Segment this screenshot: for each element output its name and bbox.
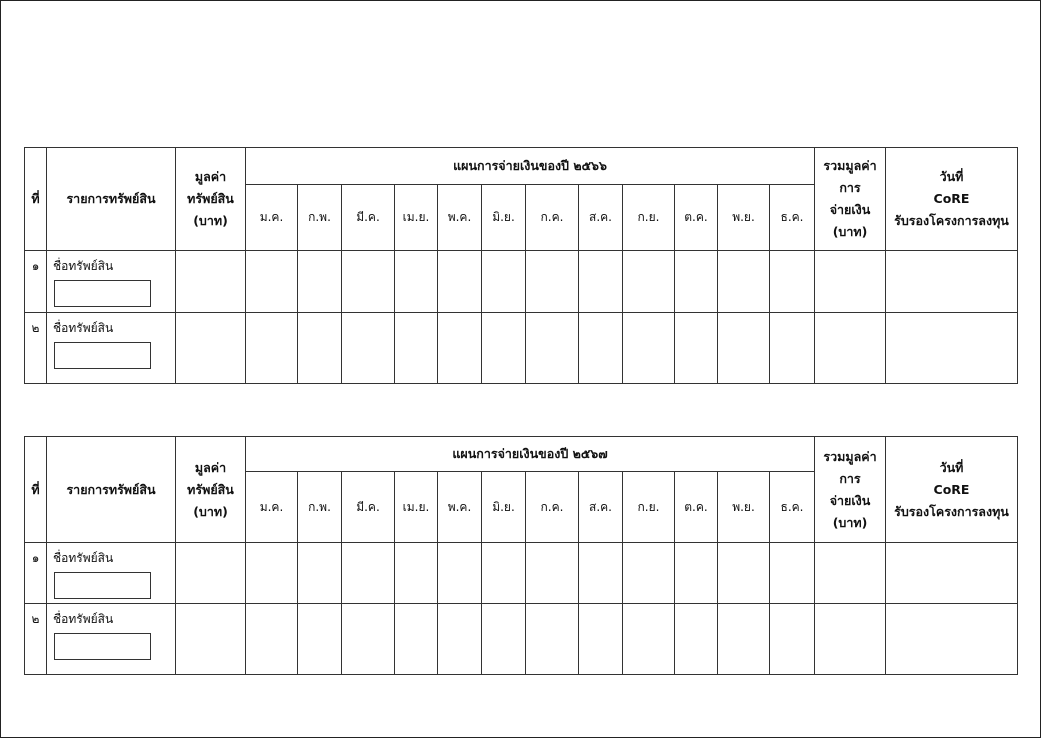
month-cell[interactable]	[298, 604, 342, 675]
header-total-value-line: รวมมูลค่า	[823, 448, 877, 464]
month-header: พ.ค.	[438, 185, 482, 251]
asset-name-box[interactable]	[54, 633, 151, 660]
header-core-date-line: CoRE	[933, 481, 970, 497]
month-header: เม.ย.	[395, 472, 438, 543]
month-cell[interactable]	[623, 543, 675, 604]
month-cell[interactable]	[298, 543, 342, 604]
table-row	[25, 313, 1018, 384]
header-asset-value-line: มูลค่า	[194, 169, 227, 184]
month-cell[interactable]	[482, 543, 526, 604]
row-number: ๒	[25, 604, 47, 675]
core-date-cell[interactable]	[886, 543, 1018, 604]
core-date-cell[interactable]	[886, 313, 1018, 384]
month-cell[interactable]	[579, 543, 623, 604]
header-total-value-line: จ่ายเงิน	[829, 202, 871, 217]
header-total-value-line: จ่ายเงิน	[829, 492, 871, 508]
asset-name-label: ชื่อทรัพย์สิน	[53, 612, 114, 626]
month-cell[interactable]	[395, 604, 438, 675]
asset-name-label: ชื่อทรัพย์สิน	[53, 551, 114, 565]
month-header: ส.ค.	[579, 185, 623, 251]
month-header: ต.ค.	[675, 185, 718, 251]
month-header: ธ.ค.	[770, 472, 815, 543]
month-cell[interactable]	[526, 543, 579, 604]
core-date-cell[interactable]	[886, 251, 1018, 313]
month-cell[interactable]	[718, 313, 770, 384]
month-cell[interactable]	[482, 251, 526, 313]
total-value-cell[interactable]	[815, 543, 886, 604]
month-cell[interactable]	[526, 251, 579, 313]
header-core-date	[886, 148, 1018, 251]
month-cell[interactable]	[718, 543, 770, 604]
month-cell[interactable]	[438, 251, 482, 313]
month-header: ม.ค.	[246, 472, 298, 543]
month-cell[interactable]	[438, 543, 482, 604]
month-cell[interactable]	[395, 251, 438, 313]
month-cell[interactable]	[579, 604, 623, 675]
month-cell[interactable]	[770, 313, 815, 384]
header-total-value-line: การ	[839, 180, 861, 195]
asset-cell	[47, 251, 176, 313]
table-row	[25, 251, 1018, 313]
month-cell[interactable]	[718, 251, 770, 313]
month-cell[interactable]	[298, 251, 342, 313]
payment-plan-table-1	[24, 147, 1018, 384]
header-asset-value-line: ทรัพย์สิน	[187, 191, 234, 206]
month-cell[interactable]	[395, 313, 438, 384]
month-cell[interactable]	[482, 313, 526, 384]
month-cell[interactable]	[246, 251, 298, 313]
asset-value-cell[interactable]	[176, 543, 246, 604]
header-core-date-line: รับรองโครงการลงทุน	[894, 213, 1009, 228]
month-cell[interactable]	[623, 604, 675, 675]
month-header: ก.พ.	[298, 472, 342, 543]
header-total-value	[815, 437, 886, 543]
month-header: พ.ย.	[718, 185, 770, 251]
header-core-date-line: รับรองโครงการลงทุน	[894, 503, 1009, 519]
header-total-value-line: (บาท)	[832, 224, 868, 239]
month-cell[interactable]	[246, 313, 298, 384]
header-core-date-line: วันที่	[939, 459, 964, 475]
header-asset-list: รายการทรัพย์สิน	[47, 437, 176, 543]
month-header: พ.ย.	[718, 472, 770, 543]
payment-plan-table-2	[24, 436, 1018, 675]
month-header: มี.ค.	[342, 185, 395, 251]
asset-cell	[47, 313, 176, 384]
month-cell[interactable]	[438, 604, 482, 675]
header-asset-value-line: (บาท)	[193, 213, 228, 228]
month-cell[interactable]	[675, 543, 718, 604]
header-asset-value-line: มูลค่า	[194, 459, 227, 475]
header-no: ที่	[25, 148, 47, 251]
asset-cell	[47, 604, 176, 675]
month-cell[interactable]	[623, 251, 675, 313]
asset-name-box[interactable]	[54, 572, 151, 599]
month-cell[interactable]	[718, 604, 770, 675]
asset-value-cell[interactable]	[176, 313, 246, 384]
month-cell[interactable]	[579, 251, 623, 313]
header-asset-value	[176, 437, 246, 543]
month-cell[interactable]	[395, 543, 438, 604]
asset-value-cell[interactable]	[176, 251, 246, 313]
header-asset-value-line: (บาท)	[193, 503, 228, 519]
month-cell[interactable]	[623, 313, 675, 384]
month-cell[interactable]	[298, 313, 342, 384]
month-cell[interactable]	[675, 251, 718, 313]
row-number: ๒	[25, 313, 47, 384]
month-cell[interactable]	[579, 313, 623, 384]
header-plan-title: แผนการจ่ายเงินของปี ๒๕๖๖	[246, 148, 815, 185]
month-header: เม.ย.	[395, 185, 438, 251]
month-cell[interactable]	[526, 604, 579, 675]
month-cell[interactable]	[675, 313, 718, 384]
header-plan-title: แผนการจ่ายเงินของปี ๒๕๖๗	[246, 437, 815, 472]
asset-cell	[47, 543, 176, 604]
month-cell[interactable]	[342, 543, 395, 604]
month-header: ม.ค.	[246, 185, 298, 251]
month-header: ก.พ.	[298, 185, 342, 251]
month-cell[interactable]	[246, 543, 298, 604]
header-total-value	[815, 148, 886, 251]
total-value-cell[interactable]	[815, 313, 886, 384]
month-cell[interactable]	[770, 251, 815, 313]
asset-name-label: ชื่อทรัพย์สิน	[53, 259, 114, 273]
header-asset-value	[176, 148, 246, 251]
month-cell[interactable]	[482, 604, 526, 675]
core-date-cell[interactable]	[886, 604, 1018, 675]
month-cell[interactable]	[342, 313, 395, 384]
month-header: มิ.ย.	[482, 185, 526, 251]
header-total-value-line: รวมมูลค่า	[823, 158, 877, 173]
month-cell[interactable]	[770, 604, 815, 675]
table-row	[25, 604, 1018, 675]
asset-value-cell[interactable]	[176, 604, 246, 675]
month-cell[interactable]	[342, 604, 395, 675]
row-number: ๑	[25, 543, 47, 604]
month-header: มี.ค.	[342, 472, 395, 543]
header-total-value-line: (บาท)	[832, 514, 868, 530]
month-header: มิ.ย.	[482, 472, 526, 543]
asset-name-box[interactable]	[54, 342, 151, 369]
month-cell[interactable]	[675, 604, 718, 675]
month-header: ก.ย.	[623, 185, 675, 251]
row-number: ๑	[25, 251, 47, 313]
month-cell[interactable]	[246, 604, 298, 675]
month-header: พ.ค.	[438, 472, 482, 543]
month-header: ก.ค.	[526, 185, 579, 251]
table-row	[25, 543, 1018, 604]
header-no: ที่	[25, 437, 47, 543]
month-header: ต.ค.	[675, 472, 718, 543]
asset-name-label: ชื่อทรัพย์สิน	[53, 321, 114, 335]
header-asset-list: รายการทรัพย์สิน	[47, 148, 176, 251]
total-value-cell[interactable]	[815, 604, 886, 675]
month-cell[interactable]	[526, 313, 579, 384]
month-header: ธ.ค.	[770, 185, 815, 251]
header-total-value-line: การ	[839, 470, 861, 486]
month-header: ก.ค.	[526, 472, 579, 543]
header-asset-value-line: ทรัพย์สิน	[187, 481, 234, 497]
header-core-date	[886, 437, 1018, 543]
month-cell[interactable]	[770, 543, 815, 604]
month-header: ก.ย.	[623, 472, 675, 543]
month-cell[interactable]	[342, 251, 395, 313]
header-core-date-line: วันที่	[939, 169, 964, 184]
month-header: ส.ค.	[579, 472, 623, 543]
asset-name-box[interactable]	[54, 280, 151, 307]
month-cell[interactable]	[438, 313, 482, 384]
total-value-cell[interactable]	[815, 251, 886, 313]
header-core-date-line: CoRE	[933, 191, 970, 206]
